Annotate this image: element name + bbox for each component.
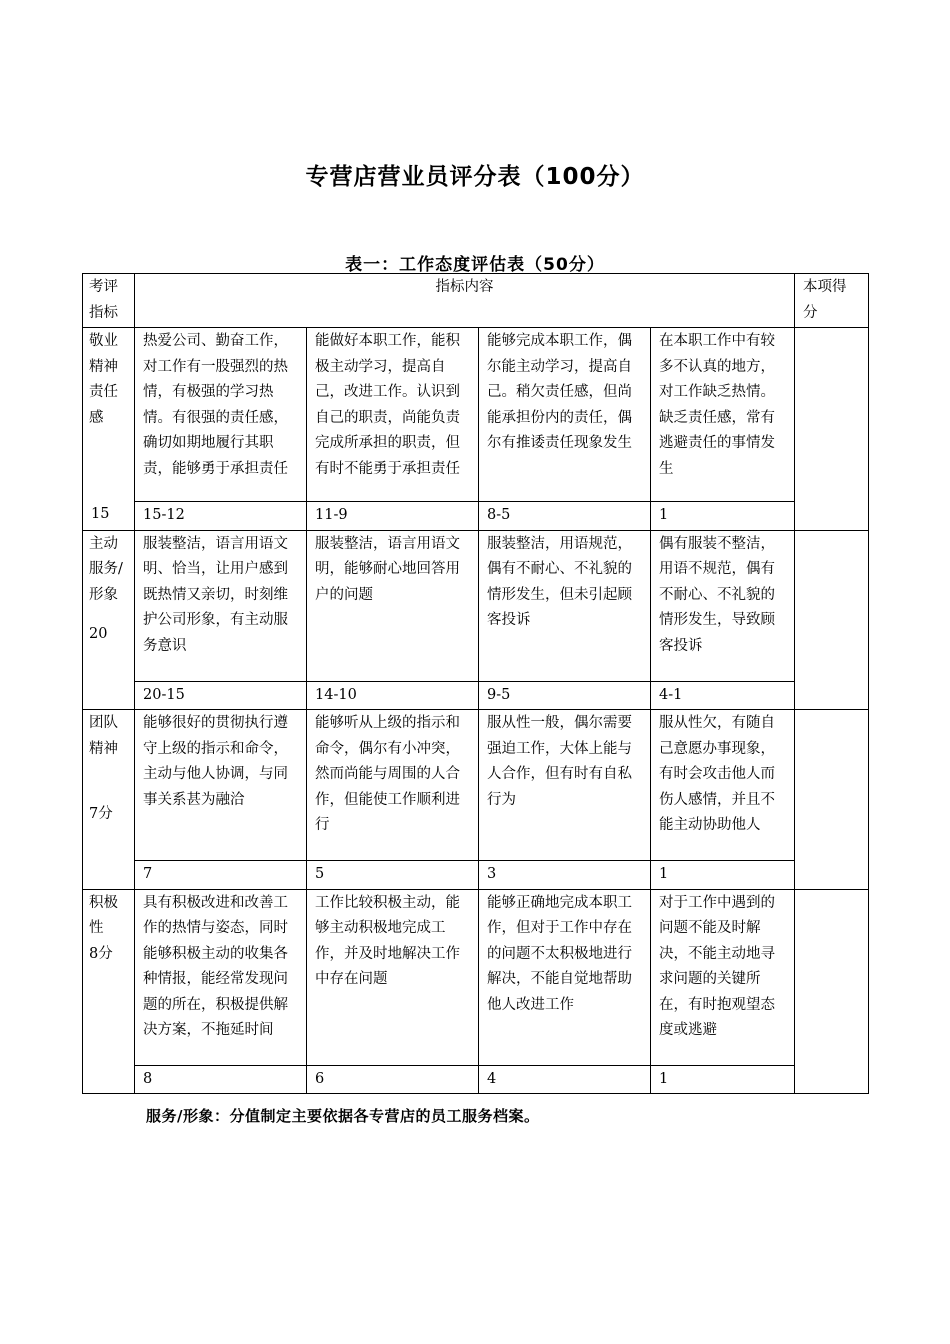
indicator-name: 敬业精神责任感 — [89, 333, 118, 426]
indicator-cell — [83, 530, 135, 710]
score-range: 8 — [135, 1065, 307, 1094]
score-range: 14-10 — [307, 681, 479, 710]
table-row — [83, 530, 869, 681]
indicator-weight: 15 — [91, 506, 110, 522]
level-description: 服装整洁，语言用语文明，能够耐心地回答用户的问题 — [307, 530, 479, 681]
score-range: 4 — [479, 1065, 651, 1094]
table-row — [83, 710, 869, 861]
level-description: 偶有服装不整洁，用语不规范，偶有不耐心、不礼貌的情形发生，导致顾客投诉 — [651, 530, 795, 681]
level-description: 服装整洁，用语规范，偶有不耐心、不礼貌的情形发生，但未引起顾客投诉 — [479, 530, 651, 681]
header-score: 本项得分 — [795, 274, 869, 328]
level-description: 服从性一般，偶尔需要强迫工作，大体上能与人合作，但有时有自私行为 — [479, 710, 651, 861]
score-range: 1 — [651, 861, 795, 890]
score-range: 1 — [651, 1065, 795, 1094]
level-description: 能够很好的贯彻执行遵守上级的指示和命令，主动与他人协调，与同事关系甚为融洽 — [135, 710, 307, 861]
level-description: 对于工作中遇到的问题不能及时解决，不能主动地寻求问题的关键所在，有时抱观望态度或逃避 — [651, 889, 795, 1065]
score-range: 7 — [135, 861, 307, 890]
score-range-row — [83, 681, 869, 710]
score-cell — [795, 889, 869, 1094]
evaluation-table — [82, 273, 869, 1094]
score-cell — [795, 530, 869, 710]
indicator-cell — [83, 710, 135, 890]
score-range: 5 — [307, 861, 479, 890]
indicator-weight: 7分 — [89, 806, 113, 822]
level-description: 在本职工作中有较多不认真的地方，对工作缺乏热情。缺乏责任感，常有逃避责任的事情发生 — [651, 328, 795, 502]
level-description: 能够正确地完成本职工作，但对于工作中存在的问题不太积极地进行解决，不能自觉地帮助他人改进工作 — [479, 889, 651, 1065]
table-row — [83, 328, 869, 502]
level-description: 具有积极改进和改善工作的热情与姿态，同时能够积极主动的收集各种情报，能经常发现问题的所在，积极提供解决方案，不拖延时间 — [135, 889, 307, 1065]
header-row — [83, 274, 869, 328]
indicator-cell — [83, 328, 135, 531]
table-caption: 表一：工作态度评估表（50分） — [345, 255, 605, 275]
footnote: 服务/形象：分值制定主要依据各专营店的员工服务档案。 — [146, 1107, 540, 1125]
level-description: 服装整洁，语言用语文明、恰当，让用户感到既热情又亲切，时刻维护公司形象，有主动服务意识 — [135, 530, 307, 681]
score-cell — [795, 328, 869, 531]
header-content: 指标内容 — [135, 274, 795, 328]
score-range: 11-9 — [307, 502, 479, 531]
indicator-name: 团队精神 — [89, 715, 118, 757]
score-range-row — [83, 1065, 869, 1094]
score-range: 8-5 — [479, 502, 651, 531]
table-row — [83, 889, 869, 1065]
level-description: 能够听从上级的指示和命令，偶尔有小冲突，然而尚能与周围的人合作，但能使工作顺利进行 — [307, 710, 479, 861]
indicator-name: 积极性 — [89, 894, 118, 936]
indicator-weight: 8分 — [89, 945, 113, 962]
level-description: 服从性欠，有随自己意愿办事现象，有时会攻击他人而伤人感情，并且不能主动协助他人 — [651, 710, 795, 861]
score-range: 4-1 — [651, 681, 795, 710]
score-cell — [795, 710, 869, 890]
indicator-name: 主动服务/形象 — [89, 535, 123, 603]
indicator-cell — [83, 889, 135, 1094]
score-range-row — [83, 861, 869, 890]
score-range: 20-15 — [135, 681, 307, 710]
score-range-row — [83, 502, 869, 531]
score-range: 6 — [307, 1065, 479, 1094]
score-range: 1 — [651, 502, 795, 531]
score-range: 15-12 — [135, 502, 307, 531]
level-description: 热爱公司、勤奋工作，对工作有一股强烈的热情，有极强的学习热情。有很强的责任感，确切如期地履行其职责，能够勇于承担责任 — [135, 328, 307, 502]
header-indicator: 考评指标 — [83, 274, 135, 328]
score-range: 3 — [479, 861, 651, 890]
indicator-weight: 20 — [89, 626, 108, 642]
level-description: 能做好本职工作，能积极主动学习，提高自己，改进工作。认识到自己的职责，尚能负责完成所承担的职责，但有时不能勇于承担责任 — [307, 328, 479, 502]
score-range: 9-5 — [479, 681, 651, 710]
document-title: 专营店营业员评分表（100分） — [305, 164, 645, 190]
level-description: 能够完成本职工作，偶尔能主动学习，提高自己。稍欠责任感，但尚能承担份内的责任，偶尔有推诿责任现象发生 — [479, 328, 651, 502]
level-description: 工作比较积极主动，能够主动积极地完成工作，并及时地解决工作中存在问题 — [307, 889, 479, 1065]
